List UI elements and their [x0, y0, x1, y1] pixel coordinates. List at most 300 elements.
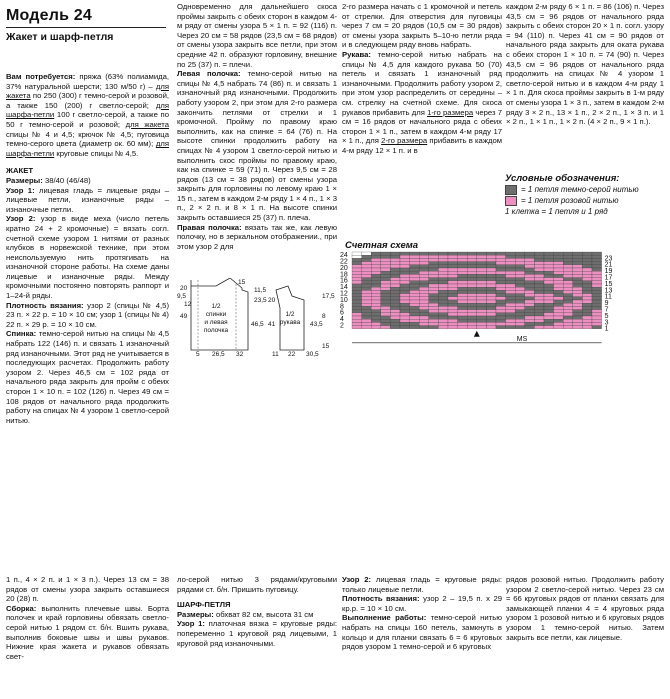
chart-cell [362, 255, 372, 258]
chart-cell [496, 306, 506, 309]
chart-cell [563, 268, 573, 271]
chart-cell [400, 287, 410, 290]
chart-cell [438, 303, 448, 306]
chart-cell [419, 262, 429, 265]
chart-cell [410, 290, 420, 293]
chart-cell [371, 297, 381, 300]
chart-cell [419, 287, 429, 290]
chart-cell [352, 284, 362, 287]
chart-cell [352, 265, 362, 268]
chart-cell [362, 252, 372, 255]
chart-cell [438, 278, 448, 281]
chart-cell [525, 258, 535, 261]
chart-cell [400, 316, 410, 319]
page-title: Модель 24 [6, 7, 92, 24]
chart-cell [525, 313, 535, 316]
chart-cell [400, 262, 410, 265]
bottom-text-1: 1 п., 4 × 2 п. и 1 × 3 п.). Через 13 см = 38 рядов от смены узора закрыть оставшиеся 20 (28) п. [6, 575, 169, 604]
chart-cell [429, 281, 439, 284]
chart-cell [458, 310, 468, 313]
chart-cell [371, 255, 381, 258]
chart-cell [525, 268, 535, 271]
chart-cell [352, 319, 362, 322]
bottom-text-2: ло-серой нитью 3 рядами/круговыми рядами ст. б/н. Пришить пуговицу. [177, 575, 337, 594]
chart-cell [506, 313, 516, 316]
chart-cell [477, 281, 487, 284]
chart-cell [381, 287, 391, 290]
chart-cell [467, 287, 477, 290]
chart-repeat-label: MS [516, 335, 528, 343]
scarf-p2-text: лицевая гладь = круговые ряды: только лицевые петли. [342, 575, 502, 594]
chart-cell [515, 303, 525, 306]
chart-cell [477, 258, 487, 261]
chart-cell [390, 281, 400, 284]
chart-cell [371, 262, 381, 265]
chart-cell [563, 306, 573, 309]
right-front-text: вязать так же, как левую полочку, но в зеркальном отображении., при этом узор 2 для [177, 222, 337, 251]
chart-cell [381, 265, 391, 268]
chart-cell [573, 284, 583, 287]
chart-cell [438, 319, 448, 322]
chart-cell [592, 287, 602, 290]
chart-cell [458, 265, 468, 268]
chart-cell [544, 300, 554, 303]
chart-cell [458, 281, 468, 284]
scarf-sizes-text: обхват 82 см, высота 31 см [215, 609, 314, 619]
chart-cell [448, 290, 458, 293]
chart-cell [506, 265, 516, 268]
chart-cell [582, 322, 592, 325]
chart-cell [554, 258, 564, 261]
materials-jacket-label: для жакета [6, 81, 169, 101]
chart-cell [410, 271, 420, 274]
chart-cell [390, 255, 400, 258]
chart-cell [352, 310, 362, 313]
legend [505, 173, 639, 217]
chart-cell [371, 326, 381, 329]
chart-cell [506, 306, 516, 309]
chart-cell [496, 278, 506, 281]
chart-cell [371, 290, 381, 293]
chart-cell [400, 313, 410, 316]
chart-cell [534, 284, 544, 287]
chart-cell [506, 294, 516, 297]
chart-cell [573, 303, 583, 306]
chart-cell [544, 322, 554, 325]
chart-cell [429, 284, 439, 287]
chart-cell [362, 278, 372, 281]
chart-cell [506, 262, 516, 265]
chart-cell [525, 326, 535, 329]
chart-cell [506, 252, 516, 255]
chart-cell [438, 258, 448, 261]
chart-cell [525, 271, 535, 274]
materials-text-3: 100 г светло-серой, а также по 50 г темно-серой и розовой; [6, 110, 169, 129]
chart-cell [515, 294, 525, 297]
chart-cell [544, 284, 554, 287]
chart-cell [448, 268, 458, 271]
chart-cell [477, 271, 487, 274]
chart-cell [410, 287, 420, 290]
chart-cell [515, 255, 525, 258]
chart-cell [534, 294, 544, 297]
chart-cell [429, 258, 439, 261]
chart-cell [544, 316, 554, 319]
chart-cell [410, 306, 420, 309]
chart-cell [544, 271, 554, 274]
chart-cell [381, 262, 391, 265]
chart-cell [515, 281, 525, 284]
chart-cell [525, 265, 535, 268]
chart-cell [362, 284, 372, 287]
chart-cell [400, 278, 410, 281]
chart-cell [458, 255, 468, 258]
bottom-col-2 [177, 575, 337, 648]
chart-cell [458, 316, 468, 319]
chart-row-label-left: 12 [340, 290, 348, 298]
chart-cell [573, 306, 583, 309]
chart-cell [477, 287, 487, 290]
chart-cell [419, 274, 429, 277]
chart-cell [515, 271, 525, 274]
chart-cell [554, 322, 564, 325]
chart-row-label-left: 10 [340, 296, 348, 304]
chart-cell [534, 300, 544, 303]
chart-cell [573, 297, 583, 300]
chart-cell [438, 268, 448, 271]
chart-cell [554, 300, 564, 303]
chart-cell [410, 297, 420, 300]
chart-cell [486, 262, 496, 265]
chart-cell [371, 303, 381, 306]
chart-cell [534, 290, 544, 293]
chart-cell [362, 326, 372, 329]
chart-cell [448, 265, 458, 268]
chart-cell [371, 284, 381, 287]
chart-cell [352, 258, 362, 261]
chart-cell [582, 303, 592, 306]
chart-cell [525, 297, 535, 300]
sizes-value: 38/40 (46/48) [44, 175, 91, 185]
dim-46-5: 46,5 [251, 321, 264, 328]
chart-cell [381, 316, 391, 319]
chart-cell [390, 290, 400, 293]
chart-cell [429, 326, 439, 329]
chart-cell [582, 258, 592, 261]
chart-cell [390, 300, 400, 303]
chart-cell [419, 316, 429, 319]
chart-cell [362, 297, 372, 300]
chart-cell [496, 255, 506, 258]
chart-cell [467, 268, 477, 271]
chart-cell [400, 319, 410, 322]
chart-cell [554, 271, 564, 274]
chart-cell [400, 326, 410, 329]
chart-cell [362, 300, 372, 303]
chart-cell [486, 326, 496, 329]
chart-cell [390, 319, 400, 322]
chart-cell [381, 326, 391, 329]
chart-cell [438, 281, 448, 284]
chart-cell [410, 268, 420, 271]
chart-cell [477, 274, 487, 277]
chart-row-label-right: 1 [604, 325, 609, 333]
chart-cell [477, 306, 487, 309]
chart-row-label-left: 8 [340, 303, 344, 311]
chart-cell [362, 281, 372, 284]
chart-cell [362, 262, 372, 265]
chart-cell [448, 303, 458, 306]
chart-cell [429, 262, 439, 265]
chart-cell [458, 319, 468, 322]
chart-cell [419, 271, 429, 274]
chart-cell [592, 278, 602, 281]
chart-cell [592, 322, 602, 325]
chart-cell [352, 297, 362, 300]
chart-cell [448, 319, 458, 322]
chart-cell [400, 322, 410, 325]
chart-cell [467, 255, 477, 258]
chart-cell [525, 255, 535, 258]
chart-cell [486, 268, 496, 271]
chart-cell [582, 265, 592, 268]
chart-cell [352, 252, 362, 255]
chart-row-label-right: 5 [604, 312, 609, 320]
chart-cell [467, 274, 477, 277]
chart-cell [496, 290, 506, 293]
size1-text: через 7 см = 16 рядов от начального ряда с обеих сторон 1 × 1 п., затем в каждом 4-м ряду 17 × 1 п., для [342, 107, 502, 146]
chart-cell [486, 271, 496, 274]
chart-row-label-right: 19 [604, 268, 613, 276]
chart-cell [419, 294, 429, 297]
chart-cell [438, 316, 448, 319]
chart-cell [525, 300, 535, 303]
chart-cell [486, 252, 496, 255]
chart-cell [371, 281, 381, 284]
chart-cell [429, 306, 439, 309]
chart-cell [410, 281, 420, 284]
chart-cell [554, 255, 564, 258]
chart-cell [458, 326, 468, 329]
chart-cell [534, 322, 544, 325]
chart-cell [554, 284, 564, 287]
chart-cell [525, 287, 535, 290]
schematic-half-label-1: 1/2 [211, 303, 221, 310]
chart-row-label-left: 24 [340, 252, 348, 260]
chart-cell [506, 274, 516, 277]
chart-cell [458, 268, 468, 271]
chart-cell [592, 306, 602, 309]
chart-cell [525, 290, 535, 293]
chart-cell [525, 284, 535, 287]
chart-cell [573, 265, 583, 268]
chart-cell [506, 290, 516, 293]
chart-cell [410, 284, 420, 287]
chart-cell [573, 313, 583, 316]
chart-cell [506, 268, 516, 271]
chart-cell [506, 319, 516, 322]
chart-cell [486, 274, 496, 277]
chart-cell [400, 255, 410, 258]
chart-cell [592, 252, 602, 255]
chart-cell [582, 319, 592, 322]
chart-cell [390, 306, 400, 309]
schematic-half-label-2: 1/2 [285, 311, 295, 318]
chart-cell [563, 265, 573, 268]
chart-cell [554, 319, 564, 322]
chart-cell [419, 252, 429, 255]
chart-cell [438, 322, 448, 325]
chart-cell [419, 258, 429, 261]
density-label: Плотность вязания: [6, 300, 84, 310]
chart-cell [352, 306, 362, 309]
chart-cell [496, 252, 506, 255]
chart-cell [400, 258, 410, 261]
jacket-heading: ЖАКЕТ [6, 166, 34, 176]
chart-cell [496, 326, 506, 329]
chart-cell [381, 271, 391, 274]
chart-cell [371, 316, 381, 319]
chart-cell [438, 290, 448, 293]
chart-cell [467, 284, 477, 287]
chart-cell [592, 281, 602, 284]
chart-title: Счетная схема [345, 240, 419, 251]
chart-cell [515, 290, 525, 293]
chart-cell [496, 316, 506, 319]
chart-cell [458, 287, 468, 290]
chart-cell [352, 300, 362, 303]
chart-cell [429, 310, 439, 313]
chart-cell [381, 313, 391, 316]
chart-cell [438, 252, 448, 255]
chart-cell [477, 319, 487, 322]
chart-cell [506, 287, 516, 290]
chart-cell [506, 322, 516, 325]
chart-cell [496, 300, 506, 303]
chart-cell [429, 274, 439, 277]
chart-cell [496, 258, 506, 261]
chart-cell [563, 274, 573, 277]
chart-cell [352, 268, 362, 271]
chart-cell [582, 294, 592, 297]
column-3 [342, 2, 502, 156]
chart-cell [515, 265, 525, 268]
bottom-col-1 [6, 575, 169, 661]
pattern2-label: Узор 2: [6, 214, 36, 224]
column-2 [177, 2, 337, 251]
chart-cell [352, 316, 362, 319]
chart-cell [400, 297, 410, 300]
size1-label: 1-го размера [427, 107, 474, 117]
dim-23-5: 23,5 [254, 297, 267, 304]
bottom-col-4 [506, 575, 664, 642]
chart-cell [371, 294, 381, 297]
chart-cell [506, 271, 516, 274]
garment-schematic [176, 278, 342, 358]
chart-cell [400, 268, 410, 271]
chart-cell [400, 306, 410, 309]
sleeves-label: Рукава: [342, 49, 371, 59]
chart-cell [477, 290, 487, 293]
chart-cell [544, 294, 554, 297]
chart-cell [458, 284, 468, 287]
scarf-sizes-label: Размеры: [177, 609, 214, 619]
dim-49: 49 [180, 313, 188, 320]
dim-22: 22 [288, 351, 296, 358]
chart-cell [477, 322, 487, 325]
scarf-work-label: Выполнение работы: [342, 613, 427, 623]
chart-cell [486, 284, 496, 287]
chart-cell [467, 316, 477, 319]
chart-cell [477, 294, 487, 297]
chart-cell [515, 252, 525, 255]
chart-cell [419, 313, 429, 316]
chart-cell [486, 265, 496, 268]
chart-cell [534, 255, 544, 258]
chart-row-label-left: 16 [340, 277, 348, 285]
chart-cell [390, 284, 400, 287]
chart-cell [448, 326, 458, 329]
dim-8: 8 [322, 313, 326, 320]
chart-cell [419, 310, 429, 313]
chart-cell [477, 316, 487, 319]
column-materials [6, 72, 169, 425]
chart-cell [573, 326, 583, 329]
chart-cell [419, 268, 429, 271]
chart-cell [534, 281, 544, 284]
chart-cell [525, 274, 535, 277]
chart-cell [429, 322, 439, 325]
chart-cell [534, 274, 544, 277]
chart-cell [544, 303, 554, 306]
chart-cell [515, 287, 525, 290]
chart-cell [525, 294, 535, 297]
chart-cell [458, 274, 468, 277]
chart-cell [554, 306, 564, 309]
chart-cell [458, 313, 468, 316]
chart-cell [582, 268, 592, 271]
chart-cell [525, 322, 535, 325]
scarf-work-text: темно-серой нитью набрать на спицы 160 петель, замкнуть в кольцо и для планки связать 6 = 6 круговых рядов узором 1 темно-серой и 6 круговых [342, 613, 503, 652]
chart-cell [400, 310, 410, 313]
chart-cell [448, 316, 458, 319]
chart-cell [381, 278, 391, 281]
dim-26-5: 26,5 [212, 351, 225, 358]
scarf-p1-text: платочная вязка = круговые ряды: попеременно 1 круговой ряд лицевыми, 1 круговой ряд изнаночными. [177, 619, 337, 648]
chart-cell [400, 294, 410, 297]
chart-cell [544, 290, 554, 293]
chart-cell [477, 252, 487, 255]
chart-cell [554, 316, 564, 319]
chart-cell [362, 322, 372, 325]
chart-cell [496, 284, 506, 287]
chart-cell [477, 297, 487, 300]
chart-cell [429, 287, 439, 290]
pattern2-text: узор в виде меха (число петель кратно 24 + 2 кромочные) = вязать согл. счетной схеме узором 1 нитями от разных клубков в норвежской технике, при этом неиспользуемую нить протягивать на изнаночной стороне работы. На схеме даны лицевые и изнаночные ряды. Между кромочными постоянно повторять раппорт и 1–24-й ряды. [6, 214, 169, 301]
materials-text-4: спицы № 4 и 4,5; крючок № 4,5; пуговица темно-серого цвета (диаметр ок. 60 мм); [6, 129, 169, 149]
chart-cell [381, 258, 391, 261]
chart-cell [544, 258, 554, 261]
chart-cell [458, 306, 468, 309]
chart-cell [458, 271, 468, 274]
chart-cell [506, 255, 516, 258]
chart-cell [544, 310, 554, 313]
chart-cell [544, 255, 554, 258]
chart-cell [467, 297, 477, 300]
chart-cell [410, 294, 420, 297]
chart-cell [362, 294, 372, 297]
chart-cell [573, 255, 583, 258]
